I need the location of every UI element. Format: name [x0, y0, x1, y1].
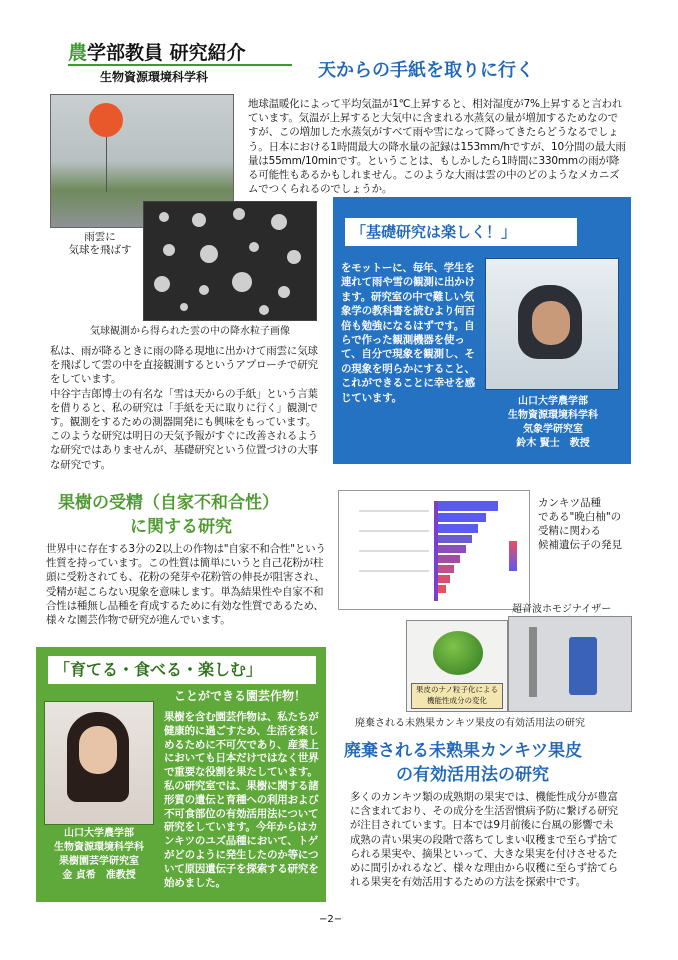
- gene-chart-svg: [339, 491, 529, 609]
- citrus-fruit-shape: [433, 631, 483, 675]
- profile-box-kim: [36, 647, 326, 902]
- article2-title-line2: に関する研究: [130, 517, 232, 537]
- page-number: −2−: [319, 914, 343, 925]
- fruit-label: 果皮のナノ粒子化による 機能性成分の変化: [411, 683, 503, 709]
- suzuki-portrait: [485, 258, 619, 390]
- header-underline: [68, 64, 292, 66]
- kim-name: 金 貞希 准教授: [62, 870, 136, 881]
- suzuki-affiliation-1: 山口大学農学部: [518, 396, 588, 407]
- header-title-rest: 学部教員 研究紹介: [87, 42, 246, 64]
- article3-title-line1: 廃棄される未熟果カンキツ果皮: [344, 741, 582, 761]
- green-box-subtitle: ことができる園芸作物！: [174, 689, 307, 703]
- suzuki-affiliation-3: 気象学研究室: [523, 424, 583, 435]
- green-box-title: 「育てる・食べる・楽しむ」: [48, 656, 316, 684]
- citrus-photo-caption: 廃棄される未熟果カンキツ果皮の有効活用法の研究: [355, 718, 585, 729]
- kim-affiliation: [36, 827, 162, 883]
- gene-chart-image: [338, 490, 530, 610]
- balloon-shape: [89, 103, 123, 137]
- portrait-face: [79, 726, 117, 774]
- article2-body: 世界中に存在する3分の2以上の作物は"自家不和合性"という性質を持っています。この性質は簡単にいうと自己花粉が柱頭に受粉されても、花粉の発芽や花粉管の伸長が阻害され、受精が起こらない現象を意味します。単為結果性や自家不和合性は種無し品種を育成するために有効な性質であるため、様々な園芸作物で研究が進んでいます。: [46, 543, 326, 627]
- kim-affiliation-2: 生物資源環境科学科: [54, 842, 144, 853]
- suzuki-name: 鈴木 賢士 教授: [516, 438, 590, 449]
- precipitation-particles-image: [143, 201, 317, 321]
- homogenizer-photo: [508, 616, 632, 712]
- homogenizer-label: 超音波ホモジナイザー: [512, 604, 612, 615]
- article2-title-line1: 果樹の受精（自家不和合性）: [58, 493, 279, 513]
- article3-title-line2: の有効活用法の研究: [396, 765, 549, 785]
- particles-caption: 気球観測から得られた雲の中の降水粒子画像: [90, 326, 290, 337]
- green-box-text: 果樹を含む園芸作物は、私たちが健康的に過ごすため、生活を楽しめるために不可欠であり、産業上においても日本だけではなく世界で重要な役割を果たしています。 私の研究室では、果樹に関する諸形質の遺伝と育種への利用および不可食部位の有効活用法について研究をしています。今年からはカンキツのユズ品種において、トゲがどのように発生したのか等について原因遺伝子を探索する研究を始めました。: [164, 711, 319, 889]
- suzuki-affiliation: [483, 395, 623, 451]
- particles-svg: [144, 202, 316, 320]
- balloon-string: [106, 137, 107, 192]
- blue-box-text: をモットーに、毎年、学生を連れて雨や雪の観測に出かけます。研究室の中で難しい気象学の教科書を読むより何百倍も勉強になるはずです。自らで作った観測機器を使って、自分で現象を観測し、その現象を明らかにすること、これができることに幸せを感じています。: [341, 262, 475, 404]
- article1-body: 私は、雨が降るときに雨の降る現地に出かけて雨雲に気球を飛ばして雲の中を直接観測するというアプローチで研究をしています。 中谷宇吉郎博士の有名な「雪は天からの手紙」という言葉を借りると、私の研究は「手紙を天に取りに行く」観測です。観測をするための測器開発にも興味をもっています。このような研究は明日の天気予報がすぐに改善されるような研究ではありませんが、基礎研究という位置づけの大事な研究です。: [50, 345, 318, 471]
- kim-portrait: [44, 701, 154, 825]
- profile-box-suzuki: [333, 197, 631, 464]
- balloon-caption: 雨雲に 気球を飛ばす: [68, 231, 132, 256]
- motto-title: 「基礎研究は楽しく！」: [345, 218, 577, 246]
- article1-intro: 地球温暖化によって平均気温が1℃上昇すると、相対湿度が7%上昇すると言われています。気温が上昇すると大気中に含まれる水蒸気の量が増加するためなのですが、この増加した水蒸気がすべて雨や雪になって降ってきたらどうなるでしょう。日本における1時間最大の降水量の記録は153mm/hですが、10分間の最大雨量は55mm/10minです。ということは、もしかしたら1時間に330mmの雨が降る可能性もあるかもしれません。このような大雨は雲の中のどのようなメカニズムでつくられるのでしょうか。: [248, 98, 626, 196]
- suzuki-affiliation-2: 生物資源環境科学科: [508, 410, 598, 421]
- citrus-fruit-photo: [406, 620, 508, 712]
- header-subtitle: 生物資源環境科学科: [100, 70, 209, 84]
- homogenizer-device: [569, 637, 597, 695]
- article3-body: 多くのカンキツ類の成熟期の果実では、機能性成分が豊富に含まれており、その成分を生活習慣病予防に繋げる研究が注目されています。日本では9月前後に台風の影響で未成熟の青い果実の段階で落ちてしまい収穫まで至らず捨てられる果実や、摘果といって、大きな果実を付けさせるために間引かれるなど、様々な理由から収穫に至らず捨てられる果実を有効活用するための方法を探索中です。: [350, 791, 618, 889]
- kim-affiliation-1: 山口大学農学部: [64, 828, 134, 839]
- page-header-title: [68, 38, 246, 65]
- gene-chart-caption: カンキツ品種 である"晩白柚"の 受精に関わる 候補遺伝子の発見: [538, 497, 622, 551]
- homogenizer-stand: [529, 627, 537, 697]
- article1-title: 天からの手紙を取りに行く: [318, 60, 534, 81]
- kim-affiliation-3: 果樹園芸学研究室: [59, 856, 139, 867]
- header-accent-char: 農: [68, 42, 88, 64]
- portrait-face: [532, 301, 570, 345]
